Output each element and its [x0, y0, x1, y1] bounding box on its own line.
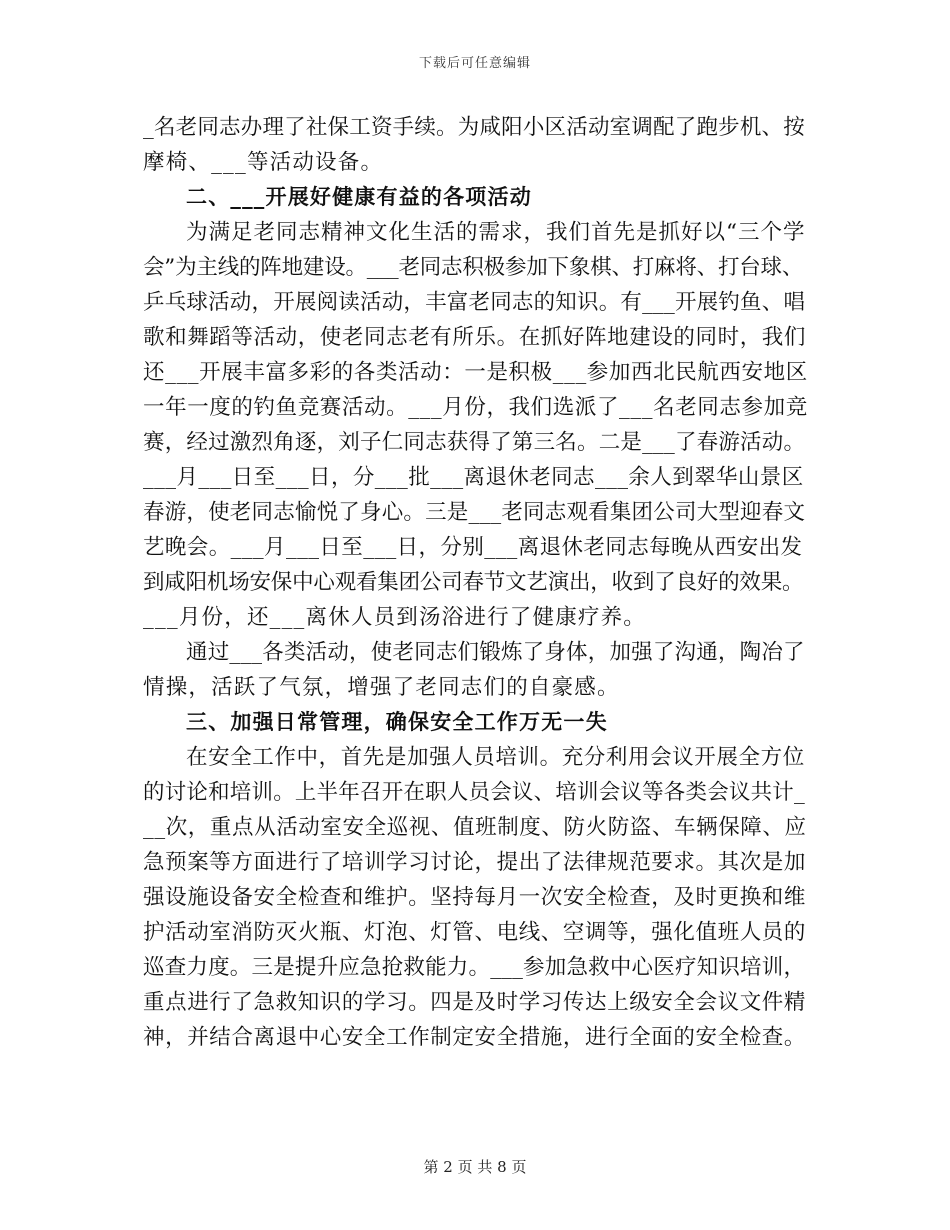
text-line: 巡查力度。三是提升应急抢救能力。___参加急救中心医疗知识培训， [143, 955, 806, 980]
text-line: 艺晚会。___月___日至___日，分别___离退休老同志每晚从西安出发 [143, 535, 803, 560]
text-line: 通过___各类活动，使老同志们锻炼了身体，加强了沟通，陶冶了 [186, 640, 805, 665]
text-line: 歌和舞蹈等活动，使老同志老有所乐。在抓好阵地建设的同时，我们 [143, 325, 807, 350]
text-line: 神，并结合离退中心安全工作制定安全措施，进行全面的安全检查。 [143, 1025, 807, 1050]
text-line: 还___开展丰富多彩的各类活动：一是积极___参加西北民航西安地区 [143, 360, 808, 385]
text-line: 情操，活跃了气氛，增强了老同志们的自豪感。 [143, 675, 620, 700]
text-line: ___月份，还___离休人员到汤浴进行了健康疗养。 [143, 605, 647, 630]
section-heading: 三、加强日常管理，确保安全工作万无一失 [186, 710, 608, 734]
section-heading: 二、___开展好健康有益的各项活动 [186, 185, 532, 209]
text-line: 会”为主线的阵地建设。___老同志积极参加下象棋、打麻将、打台球、 [143, 255, 804, 280]
text-line: __次，重点从活动室安全巡视、值班制度、防火防盗、车辆保障、应 [143, 815, 807, 840]
text-line: 护活动室消防灭火瓶、灯泡、灯管、电线、空调等，强化值班人员的 [143, 920, 807, 945]
text-line: 强设施设备安全检查和维护。坚持每月一次安全检查，及时更换和维 [143, 885, 807, 910]
page-header: 下载后可任意编辑 [418, 56, 531, 71]
text-line: 摩椅、___等活动设备。 [143, 150, 384, 175]
text-line: 在安全工作中，首先是加强人员培训。充分利用会议开展全方位 [186, 745, 805, 770]
text-line: 到咸阳机场安保中心观看集团公司春节文艺演出，收到了良好的效果。 [143, 570, 804, 595]
text-line: 一年一度的钓鱼竞赛活动。___月份，我们选派了___名老同志参加竞 [143, 395, 808, 420]
text-line: 急预案等方面进行了培训学习讨论，提出了法律规范要求。其次是加 [143, 850, 807, 875]
text-line: ___月___日至___日，分___批___离退休老同志___余人到翠华山景区 [143, 465, 804, 490]
text-line: 的讨论和培训。上半年召开在职人员会议、培训会议等各类会议共计_ [143, 780, 805, 805]
document-body [143, 110, 808, 1055]
text-line: 重点进行了急救知识的学习。四是及时学习传达上级安全会议文件精 [143, 990, 807, 1015]
text-line: 春游，使老同志愉悦了身心。三是___老同志观看集团公司大型迎春文 [143, 500, 806, 525]
text-line: 为满足老同志精神文化生活的需求，我们首先是抓好以“三个学 [186, 220, 806, 245]
text-line: 乒乓球活动，开展阅读活动，丰富老同志的知识。有___开展钓鱼、唱 [143, 290, 806, 315]
page-number: 第 2 页 共 8 页 [423, 1158, 527, 1176]
text-line: _名老同志办理了社保工资手续。为咸阳小区活动室调配了跑步机、按 [143, 115, 805, 140]
text-line: 赛，经过激烈角逐，刘子仁同志获得了第三名。二是___了春游活动。 [143, 430, 806, 455]
